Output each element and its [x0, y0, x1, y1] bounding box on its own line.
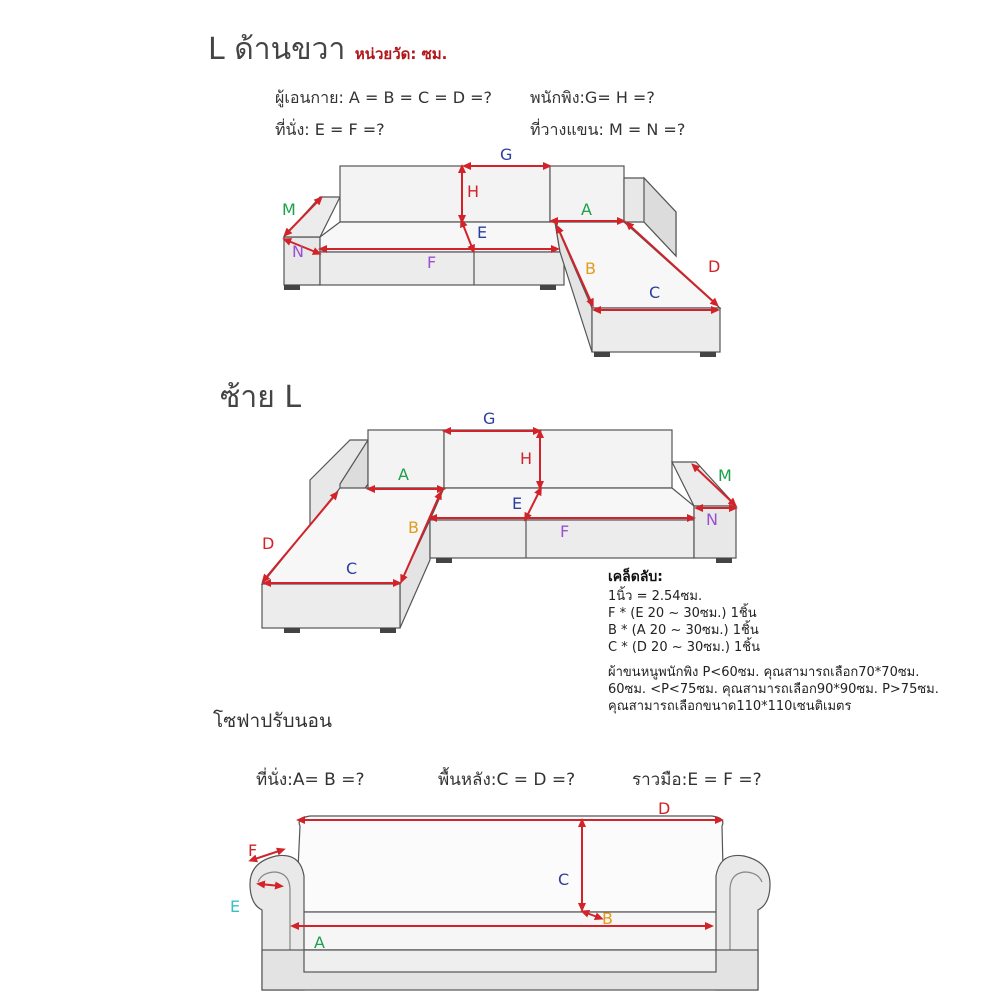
armrest-question: ที่วางแขน: M = N =? [530, 120, 686, 139]
left-l-title: ซ้าย L [220, 380, 302, 415]
label-h: H [520, 449, 533, 468]
label-g: G [500, 145, 513, 164]
right-l-sofa [284, 166, 720, 357]
label-a: A [314, 933, 325, 952]
label-a: A [581, 200, 592, 219]
seat-front [320, 252, 564, 285]
label-n: N [292, 242, 304, 261]
label-e: E [512, 494, 523, 513]
recliner-sofa [250, 816, 770, 990]
sofa-foot [284, 285, 300, 290]
label-g: G [483, 409, 496, 428]
label-c: C [346, 559, 358, 578]
towel-note-line: 60ซม. <P<75ซม. คุณสามารถเลือก90*90ซม. P>75ซม. [608, 682, 939, 697]
label-f: F [427, 253, 437, 272]
recliner-seat-question: ที่นั่ง:A= B =? [256, 770, 365, 790]
label-e: E [477, 223, 488, 242]
sofa-foot [540, 285, 556, 290]
label-a: A [398, 465, 409, 484]
base-front [304, 950, 716, 972]
recliner-back-question: พื้นหลัง:C = D =? [438, 770, 576, 790]
recliner-arm-question: ราวมือ:E = F =? [632, 770, 762, 790]
label-b: B [585, 259, 596, 278]
label-h: H [467, 182, 480, 201]
chaise-front [592, 308, 720, 352]
left-l-sofa [262, 430, 736, 633]
tips-line: 1นิ้ว = 2.54ซม. [608, 589, 703, 604]
seat-top [430, 488, 694, 520]
seat-top [320, 222, 560, 252]
sofa-foot [700, 352, 716, 357]
label-c: C [649, 283, 661, 302]
tips-line: B * (A 20 ~ 30ซม.) 1ชิ้น [608, 623, 759, 638]
label-m: M [282, 200, 296, 219]
label-c: C [558, 870, 570, 889]
tips-title: เคล็ดลับ: [608, 569, 663, 585]
label-b: B [602, 909, 613, 928]
tips-line: C * (D 20 ~ 30ซม.) 1ชิ้น [608, 640, 761, 655]
label-d: D [262, 534, 275, 553]
back-panel [296, 816, 724, 912]
tips-line: F * (E 20 ~ 30ซม.) 1ชิ้น [608, 606, 757, 621]
seat-question: ที่นั่ง: E = F =? [275, 120, 385, 139]
sofa-foot [594, 352, 610, 357]
backrest-question: พนักพิง:G= H =? [530, 88, 655, 107]
back-cushion [444, 430, 672, 488]
label-d: D [708, 257, 721, 276]
back-cushion [340, 166, 550, 222]
label-f: F [560, 522, 570, 541]
label-n: N [706, 510, 718, 529]
label-d: D [658, 799, 671, 818]
recliner-question: ผู้เอนกาย: A = B = C = D =? [275, 88, 493, 107]
right-l-title-text: L ด้านขวา [208, 32, 346, 67]
unit-label: หน่วยวัด: ซม. [354, 45, 448, 63]
label-f: F [248, 841, 258, 860]
towel-note-line: คุณสามารถเลือกขนาด110*110เซนติเมตร [608, 699, 852, 714]
chaise-front [262, 584, 400, 628]
towel-note-line: ผ้าขนหนูพนักพิง P<60ซม. คุณสามารถเลือก70*70ซม. [608, 665, 920, 680]
recliner-title: โซฟาปรับนอน [213, 710, 332, 732]
label-b: B [408, 518, 419, 537]
seat [286, 912, 736, 950]
label-e: E [230, 897, 241, 916]
label-m: M [718, 466, 732, 485]
